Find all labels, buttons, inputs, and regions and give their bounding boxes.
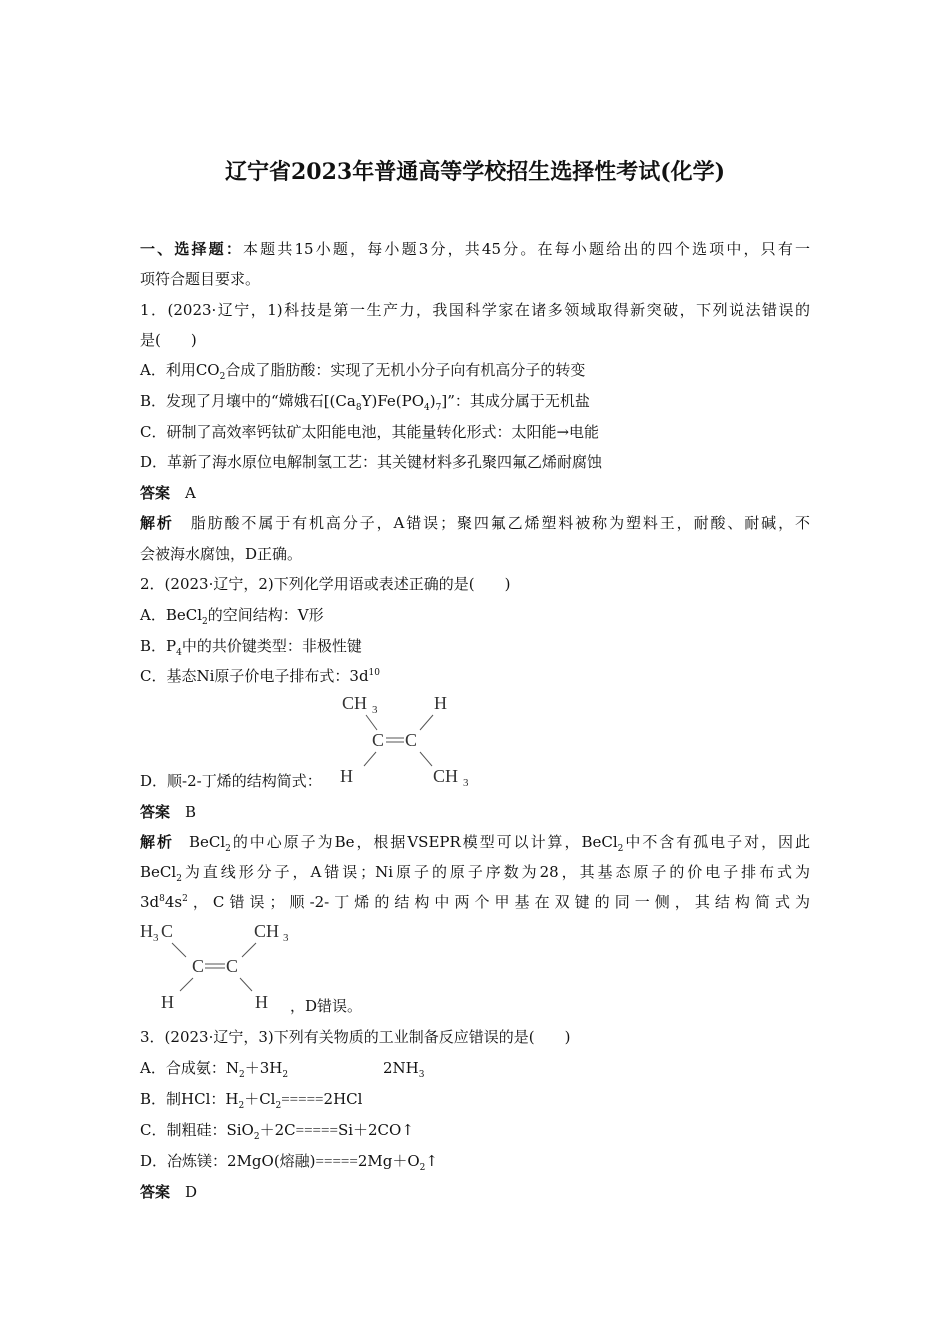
q1-option-a-text: A．利用CO	[140, 361, 220, 379]
subscript: 2	[238, 1070, 245, 1080]
q1-option-a	[140, 360, 585, 380]
q1-analysis-line-1	[140, 513, 810, 533]
bond	[242, 943, 256, 957]
q1-stem-line-1: 1．(2023·辽宁，1)科技是第一生产力，我国科学家在诸多领域取得新突破，下列说法错误的	[140, 301, 810, 319]
cis-2-butene-structure-analysis	[138, 916, 298, 1016]
struct-c1: C	[372, 730, 385, 750]
q1-option-b-text-4: ]”：其成分属于无机盐	[441, 392, 590, 410]
analysis-text: BeCl	[140, 863, 177, 881]
subscript: 2	[253, 1132, 260, 1142]
section-intro-line-1	[140, 239, 810, 259]
cis-2-butene-structure	[330, 688, 490, 792]
superscript: 2	[182, 894, 188, 904]
q3-answer	[140, 1182, 197, 1202]
bond	[420, 752, 432, 766]
bond	[172, 943, 186, 957]
equals-sign: =====	[315, 1154, 358, 1170]
struct-c1: C	[192, 956, 205, 976]
subscript: 2	[176, 874, 182, 884]
q3-option-b	[140, 1089, 362, 1110]
q3-option-d-text-2: 2Mg＋O	[357, 1152, 420, 1170]
subscript: 2	[238, 1101, 245, 1111]
analysis-text-3: 中不含有孤电子对，因此	[623, 833, 810, 851]
struct-bl: H	[340, 766, 353, 786]
struct-tl-sub: 3	[372, 704, 378, 716]
struct-tr-sub: 3	[283, 932, 289, 944]
struct-tl: CH	[342, 693, 368, 713]
q3-option-b-text-2: ＋Cl	[244, 1090, 276, 1108]
subscript: 2	[225, 844, 231, 854]
analysis-label: 解析	[140, 833, 174, 851]
subscript: 2	[219, 372, 226, 382]
struct-br-sub: 3	[463, 777, 469, 789]
q2-option-c	[140, 666, 380, 686]
bond	[366, 715, 377, 730]
subscript: 4	[424, 403, 430, 413]
page-title: 辽宁省2023年普通高等学校招生选择性考试(化学)	[224, 159, 726, 185]
q1-analysis-line-2: 会被海水腐蚀，D正确。	[140, 545, 303, 563]
q2-option-a-text-2: 的空间结构：V形	[207, 606, 324, 624]
subscript: 8	[355, 403, 362, 413]
subscript: 2	[275, 1101, 282, 1111]
q3-option-c	[140, 1120, 414, 1141]
q3-option-b-text-3: 2HCl	[323, 1090, 363, 1108]
struct-tr: H	[434, 693, 447, 713]
q3-option-d-text: D．冶炼镁：2MgO(熔融)	[140, 1152, 316, 1170]
answer-label: 答案	[140, 1183, 171, 1201]
analysis-text-2: 为直线形分子，A错误；Ni原子的原子序数为28，其基态原子的价电子排布式为	[181, 863, 810, 881]
analysis-text: 脂肪酸不属于有机高分子，A错误；聚四氟乙烯塑料被称为塑料王，耐酸、耐碱，不	[188, 514, 810, 532]
bond	[180, 978, 193, 991]
struct-c2: C	[405, 730, 418, 750]
q2-analysis-line-3	[140, 892, 810, 912]
subscript: 4	[176, 648, 182, 658]
q3-option-d	[140, 1151, 438, 1172]
answer-value: D	[185, 1183, 198, 1201]
subscript: 2	[617, 844, 624, 854]
q1-stem-line-2: 是( )	[140, 331, 197, 349]
q2-analysis-line-1	[140, 832, 810, 852]
q3-option-a	[140, 1058, 288, 1078]
superscript: 10	[368, 668, 380, 678]
bond	[240, 978, 252, 991]
q3-stem: 3．(2023·辽宁，3)下列有关物质的工业制备反应错误的是( )	[140, 1028, 571, 1046]
q3-option-b-text: B．制HCl：H	[140, 1090, 239, 1108]
q2-option-c-text: C．基态Ni原子价电子排布式：3d	[140, 667, 369, 685]
superscript: 8	[159, 894, 165, 904]
answer-value: A	[185, 484, 196, 502]
equals-sign: =====	[295, 1123, 338, 1139]
section-label: 一、选择题：	[140, 240, 243, 258]
q2-analysis-line-2	[140, 862, 810, 882]
q2-option-a-text: A．BeCl	[140, 606, 203, 624]
q3-option-c-text-3: Si＋2CO↑	[337, 1121, 414, 1139]
struct-c2: C	[226, 956, 239, 976]
analysis-text: BeCl	[188, 833, 226, 851]
subscript: 2	[419, 1163, 426, 1173]
q2-option-b-text-2: 中的共价键类型：非极性键	[181, 637, 362, 655]
q3-option-c-text: C．制粗硅：SiO	[140, 1121, 254, 1139]
q1-option-b-text-2: Y)Fe(PO	[361, 392, 425, 410]
bond	[364, 752, 376, 766]
struct-tl: H	[140, 921, 153, 941]
q2-answer	[140, 802, 196, 822]
answer-label: 答案	[140, 484, 171, 502]
analysis-text: 3d	[140, 893, 160, 911]
subscript: 7	[435, 403, 442, 413]
q1-answer	[140, 483, 196, 503]
q2-option-b-text: B．P	[140, 637, 177, 655]
struct-tl-sub: 3	[153, 932, 159, 944]
q1-option-b-text-3: )	[429, 392, 436, 410]
struct-bl: H	[161, 992, 174, 1012]
q3-option-c-text-2: ＋2C	[259, 1121, 296, 1139]
q3-option-a-text-2: ＋3H	[244, 1059, 283, 1077]
subscript: 2	[202, 617, 208, 627]
struct-tl-c: C	[161, 921, 174, 941]
subscript: 3	[418, 1070, 425, 1080]
q1-option-c: C．研制了高效率钙钛矿太阳能电池，其能量转化形式：太阳能→电能	[140, 423, 600, 441]
product-text: 2NH	[383, 1059, 419, 1077]
analysis-text-2: 4s	[164, 893, 183, 911]
struct-tr: CH	[254, 921, 280, 941]
struct-br: H	[255, 992, 268, 1012]
q3-option-d-text-3: ↑	[425, 1152, 438, 1170]
q1-option-a-text-2: 合成了脂肪酸：实现了无机小分子向有机高分子的转变	[225, 361, 586, 379]
analysis-text-2: 的中心原子为Be，根据VSEPR模型可以计算，BeCl	[230, 833, 618, 851]
q2-option-a	[140, 605, 324, 625]
answer-label: 答案	[140, 803, 171, 821]
analysis-text-3: ，C错误；顺-2-丁烯的结构中两个甲基在双键的同一侧，其结构简式为	[187, 893, 810, 911]
bond	[420, 715, 433, 730]
equals-sign: =====	[281, 1092, 324, 1108]
q1-option-b	[140, 391, 590, 411]
struct-br: CH	[433, 766, 459, 786]
intro-text: 本题共15小题，每小题3分，共45分。在每小题给出的四个选项中，只有一	[243, 240, 810, 258]
answer-value: B	[185, 803, 197, 821]
q1-option-b-text: B．发现了月壤中的“嫦娥石[(Ca	[140, 392, 356, 410]
subscript: 2	[282, 1070, 289, 1080]
q1-option-d: D．革新了海水原位电解制氢工艺：其关键材料多孔聚四氟乙烯耐腐蚀	[140, 453, 603, 471]
q2-option-b	[140, 636, 362, 656]
q2-analysis-end: ，D错误。	[290, 997, 363, 1015]
section-intro-line-2: 项符合题目要求。	[140, 270, 261, 288]
q3-option-a-text: A．合成氨：N	[140, 1059, 239, 1077]
analysis-label: 解析	[140, 514, 174, 532]
q2-stem: 2．(2023·辽宁，2)下列化学用语或表述正确的是( )	[140, 575, 511, 593]
q2-option-d: D．顺-2-丁烯的结构简式：	[140, 772, 322, 790]
q3-option-a-product	[383, 1058, 424, 1078]
